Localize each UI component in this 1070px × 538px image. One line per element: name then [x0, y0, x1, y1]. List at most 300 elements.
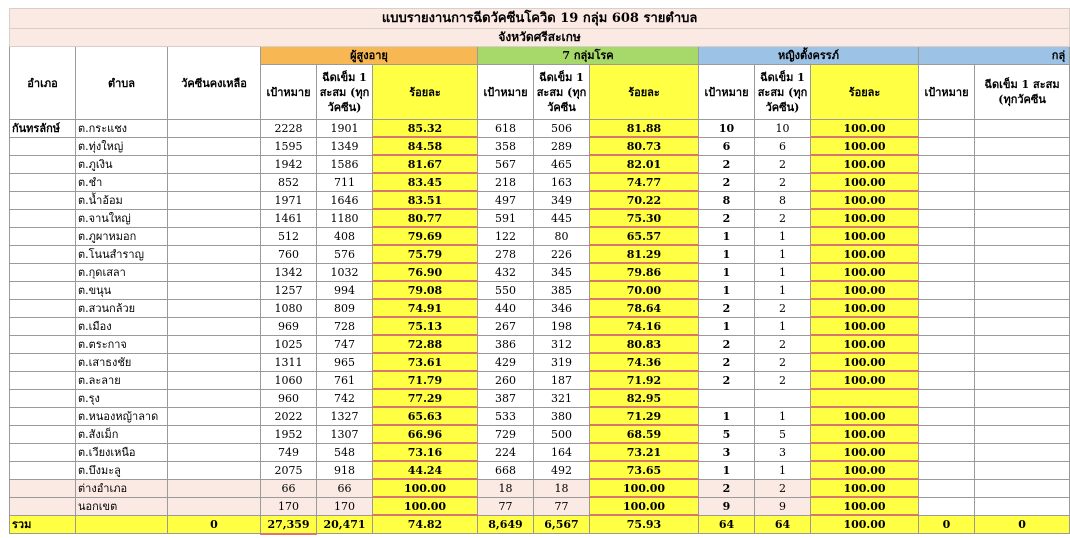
pregnant-percent-cell[interactable]: 100.00: [811, 371, 919, 389]
next-dose1-cell[interactable]: [975, 317, 1070, 335]
next-target-cell[interactable]: [919, 209, 975, 227]
vaccine-left-cell[interactable]: [168, 335, 261, 353]
vaccine-left-cell[interactable]: [168, 120, 261, 138]
pregnant-percent-cell[interactable]: 100.00: [811, 137, 919, 155]
subdistrict-cell[interactable]: ต.เมือง: [76, 317, 168, 335]
pregnant-target-cell[interactable]: 2: [699, 371, 755, 389]
pregnant-percent-cell[interactable]: 100.00: [811, 335, 919, 353]
elderly-percent-cell[interactable]: 65.63: [373, 407, 478, 425]
pregnant-percent-cell[interactable]: 100.00: [811, 425, 919, 443]
elderly-percent-cell[interactable]: 76.90: [373, 263, 478, 281]
elderly-target-cell[interactable]: 2022: [261, 407, 317, 425]
elderly-dose1-cell[interactable]: 761: [317, 371, 373, 389]
elderly-target-cell[interactable]: 1060: [261, 371, 317, 389]
vaccine-left-cell[interactable]: [168, 137, 261, 155]
pregnant-dose1-cell[interactable]: 1: [755, 245, 811, 263]
disease-percent-cell[interactable]: 68.59: [590, 425, 699, 443]
vaccine-left-cell[interactable]: [168, 209, 261, 227]
pregnant-dose1-cell[interactable]: 1: [755, 461, 811, 479]
next-dose1-cell[interactable]: [975, 120, 1070, 138]
disease-dose1-cell[interactable]: 163: [534, 173, 590, 191]
disease-target-cell[interactable]: 429: [478, 353, 534, 371]
elderly-target-cell[interactable]: 1952: [261, 425, 317, 443]
total-pregnant-dose1[interactable]: 64: [755, 515, 811, 534]
disease-target-cell[interactable]: 729: [478, 425, 534, 443]
pregnant-target-cell[interactable]: 2: [699, 335, 755, 353]
pregnant-percent-cell[interactable]: 100.00: [811, 317, 919, 335]
disease-percent-cell[interactable]: 73.65: [590, 461, 699, 479]
next-target-cell[interactable]: [919, 191, 975, 209]
pregnant-target-cell[interactable]: 1: [699, 407, 755, 425]
pregnant-target-cell[interactable]: 8: [699, 191, 755, 209]
disease-percent-cell[interactable]: 100.00: [590, 497, 699, 515]
elderly-dose1-cell[interactable]: 1901: [317, 120, 373, 138]
vaccine-left-cell[interactable]: [168, 227, 261, 245]
subdistrict-cell[interactable]: ต.สังเม็ก: [76, 425, 168, 443]
disease-percent-cell[interactable]: 75.30: [590, 209, 699, 227]
next-target-cell[interactable]: [919, 173, 975, 191]
total-pregnant-percent[interactable]: 100.00: [811, 515, 919, 534]
elderly-target-cell[interactable]: 960: [261, 389, 317, 407]
disease-percent-cell[interactable]: 73.21: [590, 443, 699, 461]
elderly-percent-cell[interactable]: 85.32: [373, 120, 478, 138]
disease-dose1-cell[interactable]: 500: [534, 425, 590, 443]
next-dose1-cell[interactable]: [975, 497, 1070, 515]
vaccine-left-cell[interactable]: [168, 263, 261, 281]
disease-dose1-cell[interactable]: 77: [534, 497, 590, 515]
total-elderly-percent[interactable]: 74.82: [373, 515, 478, 534]
pregnant-target-cell[interactable]: 1: [699, 317, 755, 335]
disease-target-cell[interactable]: 267: [478, 317, 534, 335]
disease-target-cell[interactable]: 260: [478, 371, 534, 389]
elderly-dose1-cell[interactable]: 1586: [317, 155, 373, 173]
subdistrict-cell[interactable]: นอกเขต: [76, 497, 168, 515]
pregnant-target-cell[interactable]: 10: [699, 120, 755, 138]
pregnant-percent-cell[interactable]: 100.00: [811, 461, 919, 479]
next-target-cell[interactable]: [919, 461, 975, 479]
disease-target-cell[interactable]: 432: [478, 263, 534, 281]
next-dose1-cell[interactable]: [975, 227, 1070, 245]
subdistrict-cell[interactable]: ต.ตระกาจ: [76, 335, 168, 353]
elderly-target-cell[interactable]: 1971: [261, 191, 317, 209]
disease-dose1-cell[interactable]: 198: [534, 317, 590, 335]
pregnant-target-cell[interactable]: 1: [699, 461, 755, 479]
disease-dose1-cell[interactable]: 187: [534, 371, 590, 389]
subdistrict-cell[interactable]: ต.ภูเงิน: [76, 155, 168, 173]
disease-target-cell[interactable]: 591: [478, 209, 534, 227]
disease-dose1-cell[interactable]: 289: [534, 137, 590, 155]
pregnant-percent-cell[interactable]: 100.00: [811, 281, 919, 299]
elderly-target-cell[interactable]: 969: [261, 317, 317, 335]
elderly-target-cell[interactable]: 512: [261, 227, 317, 245]
elderly-percent-cell[interactable]: 77.29: [373, 389, 478, 407]
pregnant-target-cell[interactable]: 1: [699, 227, 755, 245]
pregnant-percent-cell[interactable]: 100.00: [811, 479, 919, 497]
next-dose1-cell[interactable]: [975, 425, 1070, 443]
total-disease-dose1[interactable]: 6,567: [534, 515, 590, 534]
pregnant-percent-cell[interactable]: 100.00: [811, 173, 919, 191]
elderly-percent-cell[interactable]: 81.67: [373, 155, 478, 173]
elderly-target-cell[interactable]: 1942: [261, 155, 317, 173]
pregnant-percent-cell[interactable]: 100.00: [811, 191, 919, 209]
pregnant-dose1-cell[interactable]: [755, 389, 811, 407]
next-dose1-cell[interactable]: [975, 299, 1070, 317]
disease-dose1-cell[interactable]: 319: [534, 353, 590, 371]
disease-dose1-cell[interactable]: 80: [534, 227, 590, 245]
elderly-dose1-cell[interactable]: 66: [317, 479, 373, 497]
next-target-cell[interactable]: [919, 227, 975, 245]
next-dose1-cell[interactable]: [975, 281, 1070, 299]
next-dose1-cell[interactable]: [975, 479, 1070, 497]
next-dose1-cell[interactable]: [975, 335, 1070, 353]
pregnant-percent-cell[interactable]: 100.00: [811, 353, 919, 371]
next-target-cell[interactable]: [919, 120, 975, 138]
elderly-percent-cell[interactable]: 79.08: [373, 281, 478, 299]
table-row: [10, 335, 1070, 353]
next-target-cell[interactable]: [919, 281, 975, 299]
pregnant-dose1-cell[interactable]: 2: [755, 479, 811, 497]
disease-dose1-cell[interactable]: 312: [534, 335, 590, 353]
pregnant-percent-cell[interactable]: 100.00: [811, 227, 919, 245]
elderly-percent-cell[interactable]: 74.91: [373, 299, 478, 317]
elderly-target-cell[interactable]: 1595: [261, 137, 317, 155]
next-target-cell[interactable]: [919, 155, 975, 173]
elderly-percent-cell[interactable]: 73.61: [373, 353, 478, 371]
pregnant-percent-cell[interactable]: 100.00: [811, 263, 919, 281]
disease-target-cell[interactable]: 224: [478, 443, 534, 461]
elderly-percent-cell[interactable]: 71.79: [373, 371, 478, 389]
disease-target-cell[interactable]: 18: [478, 479, 534, 497]
disease-percent-cell[interactable]: 82.01: [590, 155, 699, 173]
pregnant-dose1-cell[interactable]: 8: [755, 191, 811, 209]
elderly-target-cell[interactable]: 1311: [261, 353, 317, 371]
total-disease-target[interactable]: 8,649: [478, 515, 534, 534]
vaccine-left-cell[interactable]: [168, 317, 261, 335]
subdistrict-cell[interactable]: ต.ทุ่งใหญ่: [76, 137, 168, 155]
elderly-dose1-cell[interactable]: 711: [317, 173, 373, 191]
pregnant-dose1-cell[interactable]: 2: [755, 173, 811, 191]
next-target-cell[interactable]: [919, 407, 975, 425]
disease-dose1-cell[interactable]: 380: [534, 407, 590, 425]
subdistrict-cell[interactable]: ต.เวียงเหนือ: [76, 443, 168, 461]
disease-target-cell[interactable]: 122: [478, 227, 534, 245]
pregnant-dose1-cell[interactable]: 3: [755, 443, 811, 461]
pregnant-dose1-cell[interactable]: 6: [755, 137, 811, 155]
disease-percent-cell[interactable]: 100.00: [590, 479, 699, 497]
elderly-dose1-cell[interactable]: 1180: [317, 209, 373, 227]
vaccine-left-cell[interactable]: [168, 479, 261, 497]
subdistrict-cell[interactable]: ต.โนนสำราญ: [76, 245, 168, 263]
elderly-percent-cell[interactable]: 83.45: [373, 173, 478, 191]
next-dose1-cell[interactable]: [975, 353, 1070, 371]
disease-percent-cell[interactable]: 74.16: [590, 317, 699, 335]
next-target-cell[interactable]: [919, 299, 975, 317]
vaccine-left-cell[interactable]: [168, 371, 261, 389]
elderly-target-cell[interactable]: 1025: [261, 335, 317, 353]
subdistrict-cell[interactable]: ต.ภูผาหมอก: [76, 227, 168, 245]
next-target-cell[interactable]: [919, 479, 975, 497]
elderly-dose1-cell[interactable]: 1327: [317, 407, 373, 425]
disease-percent-cell[interactable]: 78.64: [590, 299, 699, 317]
disease-percent-cell[interactable]: 71.29: [590, 407, 699, 425]
vaccine-left-cell[interactable]: [168, 281, 261, 299]
total-pregnant-target[interactable]: 64: [699, 515, 755, 534]
next-dose1-cell[interactable]: [975, 155, 1070, 173]
disease-target-cell[interactable]: 278: [478, 245, 534, 263]
subdistrict-cell[interactable]: ต.บึงมะลู: [76, 461, 168, 479]
pregnant-percent-cell[interactable]: 100.00: [811, 497, 919, 515]
disease-dose1-cell[interactable]: 345: [534, 263, 590, 281]
disease-dose1-cell[interactable]: 465: [534, 155, 590, 173]
next-target-cell[interactable]: [919, 263, 975, 281]
pregnant-dose1-cell[interactable]: 2: [755, 353, 811, 371]
disease-percent-cell[interactable]: 70.22: [590, 191, 699, 209]
pregnant-percent-cell[interactable]: 100.00: [811, 120, 919, 138]
elderly-percent-cell[interactable]: 79.69: [373, 227, 478, 245]
elderly-dose1-cell[interactable]: 1349: [317, 137, 373, 155]
next-dose1-cell[interactable]: [975, 137, 1070, 155]
pregnant-dose1-cell[interactable]: 2: [755, 335, 811, 353]
pregnant-target-cell[interactable]: [699, 389, 755, 407]
pregnant-dose1-cell[interactable]: 1: [755, 227, 811, 245]
elderly-percent-cell[interactable]: 66.96: [373, 425, 478, 443]
pregnant-target-cell[interactable]: 2: [699, 209, 755, 227]
next-dose1-cell[interactable]: [975, 389, 1070, 407]
disease-percent-cell[interactable]: 81.88: [590, 120, 699, 138]
vaccine-left-cell[interactable]: [168, 299, 261, 317]
disease-percent-cell[interactable]: 70.00: [590, 281, 699, 299]
disease-percent-cell[interactable]: 74.77: [590, 173, 699, 191]
subdistrict-cell[interactable]: ต่างอำเภอ: [76, 479, 168, 497]
next-target-cell[interactable]: [919, 245, 975, 263]
pregnant-dose1-cell[interactable]: 1: [755, 263, 811, 281]
pregnant-target-cell[interactable]: 6: [699, 137, 755, 155]
elderly-target-cell[interactable]: 2075: [261, 461, 317, 479]
disease-target-cell[interactable]: 358: [478, 137, 534, 155]
elderly-dose1-cell[interactable]: 170: [317, 497, 373, 515]
elderly-dose1-cell[interactable]: 548: [317, 443, 373, 461]
elderly-dose1-cell[interactable]: 1032: [317, 263, 373, 281]
disease-dose1-cell[interactable]: 349: [534, 191, 590, 209]
vaccine-left-cell[interactable]: [168, 191, 261, 209]
pregnant-target-cell[interactable]: 2: [699, 173, 755, 191]
subdistrict-cell[interactable]: ต.ชำ: [76, 173, 168, 191]
elderly-target-cell[interactable]: 1080: [261, 299, 317, 317]
elderly-dose1-cell[interactable]: 1646: [317, 191, 373, 209]
elderly-percent-cell[interactable]: 84.58: [373, 137, 478, 155]
vaccine-left-cell[interactable]: [168, 353, 261, 371]
disease-dose1-cell[interactable]: 492: [534, 461, 590, 479]
pregnant-dose1-cell[interactable]: 10: [755, 120, 811, 138]
elderly-percent-cell[interactable]: 73.16: [373, 443, 478, 461]
subdistrict-cell[interactable]: ต.หนองหญ้าลาด: [76, 407, 168, 425]
next-target-cell[interactable]: [919, 443, 975, 461]
disease-target-cell[interactable]: 218: [478, 173, 534, 191]
subdistrict-cell[interactable]: ต.ขนุน: [76, 281, 168, 299]
pregnant-percent-cell[interactable]: 100.00: [811, 407, 919, 425]
total-row: [10, 515, 1070, 534]
elderly-target-cell[interactable]: 1461: [261, 209, 317, 227]
pregnant-dose1-cell[interactable]: 5: [755, 425, 811, 443]
pregnant-dose1-cell[interactable]: 1: [755, 317, 811, 335]
disease-percent-cell[interactable]: 74.36: [590, 353, 699, 371]
disease-target-cell[interactable]: 77: [478, 497, 534, 515]
pregnant-dose1-cell[interactable]: 1: [755, 407, 811, 425]
next-target-cell[interactable]: [919, 317, 975, 335]
pregnant-target-cell[interactable]: 2: [699, 155, 755, 173]
elderly-target-cell[interactable]: 170: [261, 497, 317, 515]
disease-target-cell[interactable]: 533: [478, 407, 534, 425]
next-dose1-cell[interactable]: [975, 191, 1070, 209]
disease-dose1-cell[interactable]: 164: [534, 443, 590, 461]
pregnant-target-cell[interactable]: 1: [699, 245, 755, 263]
total-disease-percent[interactable]: 75.93: [590, 515, 699, 534]
disease-percent-cell[interactable]: 82.95: [590, 389, 699, 407]
subdistrict-cell[interactable]: ต.น้ำอ้อม: [76, 191, 168, 209]
vaccine-left-cell[interactable]: [168, 173, 261, 191]
elderly-percent-cell[interactable]: 100.00: [373, 479, 478, 497]
elderly-dose1-cell[interactable]: 1307: [317, 425, 373, 443]
next-dose1-cell[interactable]: [975, 263, 1070, 281]
next-target-cell[interactable]: [919, 497, 975, 515]
elderly-dose1-cell[interactable]: 576: [317, 245, 373, 263]
pregnant-percent-cell[interactable]: 100.00: [811, 245, 919, 263]
pregnant-target-cell[interactable]: 1: [699, 281, 755, 299]
disease-target-cell[interactable]: 567: [478, 155, 534, 173]
elderly-percent-cell[interactable]: 80.77: [373, 209, 478, 227]
vaccine-left-cell[interactable]: [168, 389, 261, 407]
pregnant-target-cell[interactable]: 2: [699, 353, 755, 371]
total-elderly-target[interactable]: 27,359: [261, 515, 317, 534]
disease-percent-cell[interactable]: 79.86: [590, 263, 699, 281]
elderly-dose1-cell[interactable]: 809: [317, 299, 373, 317]
next-dose1-cell[interactable]: [975, 461, 1070, 479]
disease-target-cell[interactable]: 386: [478, 335, 534, 353]
disease-dose1-cell[interactable]: 506: [534, 120, 590, 138]
disease-target-cell[interactable]: 668: [478, 461, 534, 479]
next-dose1-cell[interactable]: [975, 209, 1070, 227]
disease-percent-cell[interactable]: 71.92: [590, 371, 699, 389]
vaccine-left-cell[interactable]: [168, 443, 261, 461]
subdistrict-cell[interactable]: ต.กุดเสลา: [76, 263, 168, 281]
next-dose1-cell[interactable]: [975, 173, 1070, 191]
elderly-percent-cell[interactable]: 72.88: [373, 335, 478, 353]
elderly-dose1-cell[interactable]: 965: [317, 353, 373, 371]
disease-target-cell[interactable]: 387: [478, 389, 534, 407]
subdistrict-cell[interactable]: ต.รุง: [76, 389, 168, 407]
disease-target-cell[interactable]: 440: [478, 299, 534, 317]
disease-dose1-cell[interactable]: 385: [534, 281, 590, 299]
pregnant-target-cell[interactable]: 5: [699, 425, 755, 443]
elderly-target-cell[interactable]: 852: [261, 173, 317, 191]
pregnant-percent-cell[interactable]: 100.00: [811, 299, 919, 317]
elderly-target-cell[interactable]: 66: [261, 479, 317, 497]
pregnant-dose1-cell[interactable]: 2: [755, 209, 811, 227]
next-dose1-cell[interactable]: [975, 407, 1070, 425]
elderly-target-cell[interactable]: 749: [261, 443, 317, 461]
next-dose1-cell[interactable]: [975, 245, 1070, 263]
vaccine-left-cell[interactable]: [168, 425, 261, 443]
subdistrict-cell[interactable]: ต.ละลาย: [76, 371, 168, 389]
vaccine-left-cell[interactable]: [168, 497, 261, 515]
elderly-percent-cell[interactable]: 75.13: [373, 317, 478, 335]
next-dose1-cell[interactable]: [975, 371, 1070, 389]
vaccine-left-cell[interactable]: [168, 461, 261, 479]
elderly-dose1-cell[interactable]: 408: [317, 227, 373, 245]
next-target-cell[interactable]: [919, 371, 975, 389]
pregnant-target-cell[interactable]: 2: [699, 479, 755, 497]
elderly-target-cell[interactable]: 2228: [261, 120, 317, 138]
next-target-cell[interactable]: [919, 389, 975, 407]
elderly-dose1-cell[interactable]: 994: [317, 281, 373, 299]
total-next-target[interactable]: 0: [919, 515, 975, 534]
disease-dose1-cell[interactable]: 445: [534, 209, 590, 227]
disease-dose1-cell[interactable]: 321: [534, 389, 590, 407]
disease-dose1-cell[interactable]: 18: [534, 479, 590, 497]
subdistrict-cell[interactable]: ต.กระแชง: [76, 120, 168, 138]
total-vaccine-left[interactable]: 0: [168, 515, 261, 534]
disease-percent-cell[interactable]: 81.29: [590, 245, 699, 263]
pregnant-dose1-cell[interactable]: 2: [755, 299, 811, 317]
disease-target-cell[interactable]: 550: [478, 281, 534, 299]
next-target-cell[interactable]: [919, 335, 975, 353]
subdistrict-cell[interactable]: ต.จานใหญ่: [76, 209, 168, 227]
pregnant-target-cell[interactable]: 9: [699, 497, 755, 515]
pregnant-target-cell[interactable]: 2: [699, 299, 755, 317]
subdistrict-cell[interactable]: ต.เสาธงชัย: [76, 353, 168, 371]
elderly-percent-cell[interactable]: 44.24: [373, 461, 478, 479]
elderly-dose1-cell[interactable]: 747: [317, 335, 373, 353]
disease-target-cell[interactable]: 497: [478, 191, 534, 209]
pregnant-percent-cell[interactable]: 100.00: [811, 209, 919, 227]
vaccine-left-cell[interactable]: [168, 245, 261, 263]
pregnant-percent-cell[interactable]: 100.00: [811, 155, 919, 173]
total-next-dose1[interactable]: 0: [975, 515, 1070, 534]
elderly-target-cell[interactable]: 1342: [261, 263, 317, 281]
pregnant-percent-cell[interactable]: [811, 389, 919, 407]
disease-percent-cell[interactable]: 65.57: [590, 227, 699, 245]
elderly-dose1-cell[interactable]: 742: [317, 389, 373, 407]
disease-percent-cell[interactable]: 80.73: [590, 137, 699, 155]
next-target-cell[interactable]: [919, 425, 975, 443]
pregnant-dose1-cell[interactable]: 9: [755, 497, 811, 515]
vaccine-left-cell[interactable]: [168, 407, 261, 425]
disease-percent-cell[interactable]: 80.83: [590, 335, 699, 353]
elderly-dose1-cell[interactable]: 918: [317, 461, 373, 479]
vaccine-left-cell[interactable]: [168, 155, 261, 173]
pregnant-dose1-cell[interactable]: 2: [755, 371, 811, 389]
elderly-percent-cell[interactable]: 83.51: [373, 191, 478, 209]
pregnant-target-cell[interactable]: 3: [699, 443, 755, 461]
next-target-cell[interactable]: [919, 353, 975, 371]
elderly-percent-cell[interactable]: 100.00: [373, 497, 478, 515]
elderly-percent-cell[interactable]: 75.79: [373, 245, 478, 263]
elderly-target-cell[interactable]: 760: [261, 245, 317, 263]
next-target-cell[interactable]: [919, 137, 975, 155]
total-elderly-dose1[interactable]: 20,471: [317, 515, 373, 534]
disease-dose1-cell[interactable]: 346: [534, 299, 590, 317]
pregnant-target-cell[interactable]: 1: [699, 263, 755, 281]
disease-dose1-cell[interactable]: 226: [534, 245, 590, 263]
pregnant-percent-cell[interactable]: 100.00: [811, 443, 919, 461]
pregnant-dose1-cell[interactable]: 2: [755, 155, 811, 173]
elderly-dose1-cell[interactable]: 728: [317, 317, 373, 335]
subdistrict-cell[interactable]: ต.สวนกล้วย: [76, 299, 168, 317]
disease-target-cell[interactable]: 618: [478, 120, 534, 138]
elderly-target-cell[interactable]: 1257: [261, 281, 317, 299]
pregnant-dose1-cell[interactable]: 1: [755, 281, 811, 299]
next-dose1-cell[interactable]: [975, 443, 1070, 461]
